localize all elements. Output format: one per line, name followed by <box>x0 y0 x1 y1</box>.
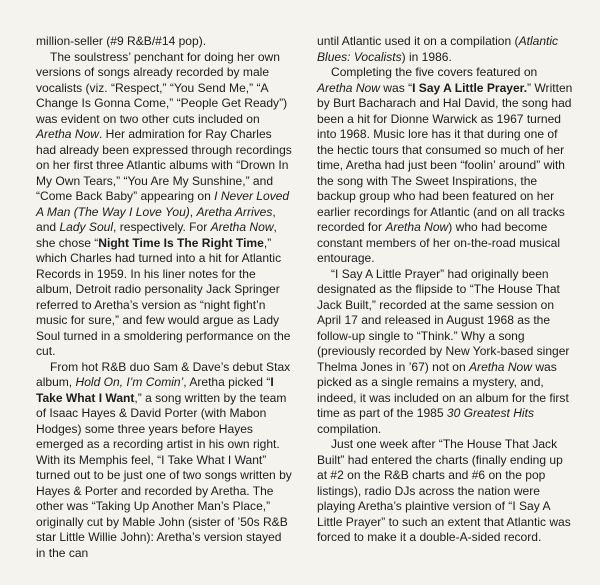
album-title: 30 Greatest Hits <box>446 406 534 420</box>
paragraph-soulstress <box>36 50 294 360</box>
paragraph-flipside <box>317 267 575 438</box>
album-title: Aretha Now <box>36 127 99 141</box>
text-run: , respectively. For <box>113 220 211 234</box>
text-run: compilation. <box>317 421 382 436</box>
text-run: ) who had become constant members of her on-the-road musical entourage. <box>317 220 561 265</box>
text-run: was picked as a single remains a mystery, and, indeed, it was included on an album for the first time as part of the 1985 <box>317 359 569 420</box>
text-run: From hot R&B duo Sam & Dave’s debut Stax album, <box>36 359 291 389</box>
text-run: Just one week after “The House That Jack Built” had entered the charts (finally ending up at #2 on the R&B charts and #6 on the pop listings), radio DJs across the nation were playing Aretha’s plaintive version of “I Say A Little Prayer” to such an extent that Atlantic was forced to make it a double-A-sided record. <box>317 437 571 544</box>
album-title: Aretha Arrives <box>196 204 273 219</box>
text-run: ) in 1986. <box>401 49 452 64</box>
text-run: Completing the five covers featured on <box>331 65 538 79</box>
text-run: , and <box>36 204 276 234</box>
text-run: was “ <box>379 80 413 95</box>
text-run: The soulstress’ penchant for doing her own versions of songs already recorded by male vocalists (viz. “Respect,” “You Send Me,” “A Change Is Gonna Come,” “People Get Ready”) was evident on two other cuts included on <box>36 49 288 126</box>
album-title: Hold On, I’m Comin’ <box>75 375 184 389</box>
text-run: ,” a song written by the team of Isaac Hayes & David Porter (with Mabon Hodges) some three years before Hayes emerged as a recording artist in his own right. With its Memphis feel, “I Take What I Want” turned out to be just one of two songs written by Hayes & Porter and recorded by Aretha. The other was “Taking Up Another Man’s Place,” originally cut by Mable John (sister of ’50s R&B star Little Willie John): Aretha’s version stayed in the can <box>36 390 292 560</box>
paragraph-one-week-after <box>317 437 575 546</box>
album-title: Lady Soul <box>59 220 114 234</box>
left-column <box>36 34 294 561</box>
album-title: Aretha Now <box>317 80 380 95</box>
paragraph-million-seller <box>36 34 294 50</box>
text-run: ,” which Charles had turned into a hit for Atlantic Records in 1959. In his liner notes for the album, Detroit radio personality Jack Springer referred to Aretha’s version as “night fight’n music for sure,” and few would argue as Lady Soul turned in a smoldering performance on the cut. <box>36 235 291 358</box>
text-run: , she chose “ <box>36 220 277 250</box>
paragraph-compilation <box>317 34 575 65</box>
song-title: I Say A Little Prayer. <box>412 80 528 95</box>
text-run: , Aretha picked “ <box>183 375 271 389</box>
paragraph-sam-and-dave <box>36 360 294 562</box>
text-run: “I Say A Little Prayer” had originally been designated as the flipside to “The House That Jack Built,” recorded at the same session on April 17 and released in August 1968 as the follow-up single to “Think.” Why a song (previously recorded by New York-based singer Thelma Jones in ’67) not on <box>317 266 570 374</box>
song-title: Night Time Is The Right Time <box>98 235 264 250</box>
text-run: million-seller (#9 R&B/#14 pop). <box>36 34 207 48</box>
text-run: , <box>189 204 197 219</box>
album-title: Aretha Now <box>210 220 274 234</box>
album-title: I Never Loved A Man (The Way I Love You) <box>36 189 290 219</box>
text-run: until Atlantic used it on a compilation ( <box>317 34 519 48</box>
text-run: ” Written by Burt Bacharach and Hal David, the song had been a hit for Dionne Warwick as 1967 turned into 1968. Music lore has it that during one of the hectic tours that consumed so much of her time, Aretha had just been “foolin’ around” with the song with The Sweet Inspirations, the backup group who had been featured on her earlier recordings for Atlantic (and on all tracks recorded for <box>317 80 573 234</box>
album-title: Aretha Now <box>385 220 449 234</box>
album-title: Atlantic Blues: Vocalists <box>317 34 559 64</box>
paragraph-five-covers <box>317 65 575 267</box>
song-title: I Take What I Want <box>36 375 274 405</box>
text-run: . Her admiration for Ray Charles had already been expressed through recordings on her first three Atlantic albums with “Drown In My Own Tears,” “You Are My Sunshine,” and “Come Back Baby” appearing on <box>36 127 292 203</box>
album-title: Aretha Now <box>469 359 532 374</box>
right-column <box>317 34 575 546</box>
